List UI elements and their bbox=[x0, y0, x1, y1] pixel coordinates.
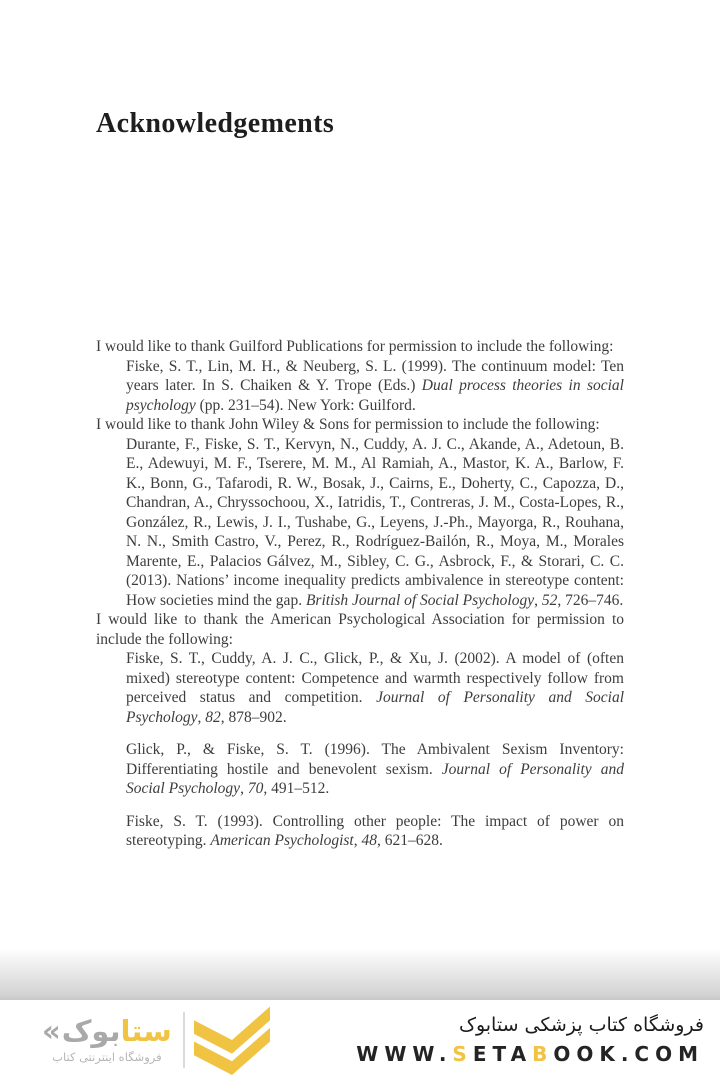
url-part: OOK.COM bbox=[553, 1042, 704, 1066]
setabook-logo bbox=[42, 1005, 270, 1075]
ref-text: , 726–746. bbox=[557, 591, 624, 609]
footer-store-info bbox=[356, 1014, 708, 1066]
ref-italic-volume: 70 bbox=[247, 780, 264, 797]
store-name-fa: فروشگاه کتاب پزشکی ستابوک bbox=[458, 1014, 704, 1036]
ref-text: , 491–512. bbox=[263, 780, 330, 797]
ref-text: , bbox=[197, 708, 206, 726]
url-part-gold-s: S bbox=[452, 1042, 473, 1066]
ref-text: Fiske, S. T., Cuddy, A. J. C., Glick, P., & Xu, J. (2002). A model of (often mixed) stereotype content: Competence and warmth respectively follow from perceived status and competition. bbox=[126, 650, 624, 706]
ref-text: Fiske, S. T., Lin, M. H., & Neuberg, S. L. (1999). The continuum model: Ten years later. In S. Chaiken & Y. Trope (Eds.) bbox=[126, 357, 624, 394]
wordmark-gold-part: ستا bbox=[120, 1013, 172, 1048]
logo-wordmark bbox=[42, 1013, 172, 1048]
ref-text: , 621–628. bbox=[376, 832, 443, 849]
logo-tagline: فروشگاه اینترنتی کتاب bbox=[52, 1050, 162, 1065]
ref-text: , bbox=[534, 591, 542, 609]
ref-italic-journal: American Psychologist bbox=[210, 832, 354, 849]
ref-italic-journal: Journal of Personality and Social Psychology bbox=[126, 689, 625, 726]
ref-text: , 878–902. bbox=[220, 708, 287, 726]
website-url bbox=[356, 1042, 704, 1066]
ref-italic-title: Dual process theories in social psychology bbox=[126, 377, 624, 414]
guillemet-icon: « bbox=[42, 1013, 61, 1048]
footer-banner bbox=[0, 1000, 720, 1080]
ref-italic-volume: 52 bbox=[541, 591, 558, 609]
ref-italic-volume: 48 bbox=[361, 832, 377, 849]
ref-text: , bbox=[240, 780, 248, 797]
page-title: Acknowledgements bbox=[96, 108, 335, 139]
ref-text: Glick, P., & Fiske, S. T. (1996). The Ambivalent Sexism Inventory: Differentiating hostile and benevolent sexism. bbox=[126, 741, 624, 778]
ref-text: Durante, F., Fiske, S. T., Kervyn, N., Cuddy, A. J. C., Akande, A., Adetoun, B. E., Adewuyi, M. F., Tserere, M. M., Al Ramiah, A., Mastor, K. A., Barlow, F. K., Bonn, G., Tafarodi, R. W., Bosak, J., Cairns, E., Doherty, C., Capozza, D., Chandran, A., Chryssochoou, X., Iatridis, T., Contreras, J. M., Costa-Lopes, R., González, R., Lewis, J. I., Tushabe, G., Leyens, J.-Ph., Mayorga, R., Rouhana, N. N., Smith Castro, V., Perez, R., Rodríguez-Bailón, R., Moya, M., Morales Marente, E., Palacios Gálvez, M., Sibley, C. G., Asbrock, F., & Storari, C. C. (2013). Nations’ income inequality predicts ambivalence in stereotype content: How societies mind the gap. bbox=[126, 435, 624, 609]
paragraph-wiley: I would like to thank John Wiley & Sons for permission to include the following: bbox=[96, 416, 600, 433]
paragraph-guilford: I would like to thank Guilford Publications for permission to include the following: bbox=[96, 338, 614, 355]
url-part-gold-b: B bbox=[532, 1042, 554, 1066]
ref-text: Fiske, S. T. (1993). Controlling other people: The impact of power on stereotyping. bbox=[126, 812, 624, 849]
page-body bbox=[96, 337, 624, 851]
reference-fiske-1993 bbox=[96, 812, 624, 851]
logo-divider bbox=[183, 1012, 185, 1068]
ref-italic-volume: 82 bbox=[205, 708, 221, 726]
wordmark-gray-part: بوک bbox=[61, 1013, 121, 1048]
reference-fiske-2002 bbox=[96, 649, 624, 727]
chevron-emblem-icon bbox=[194, 1005, 270, 1075]
ref-text: , bbox=[353, 832, 362, 849]
reference-durante-2013 bbox=[96, 435, 624, 611]
logo-wordmark-block bbox=[42, 1013, 172, 1065]
paragraph-apa: I would like to thank the American Psychological Association for permission to include the following: bbox=[96, 611, 624, 648]
page-bottom-shadow bbox=[0, 948, 720, 1000]
url-part: ETA bbox=[472, 1042, 533, 1066]
ref-text: (pp. 231–54). New York: Guilford. bbox=[195, 396, 416, 414]
reference-glick-1996 bbox=[96, 740, 624, 799]
ref-italic-journal: British Journal of Social Psychology bbox=[305, 591, 535, 609]
url-part: WWW. bbox=[356, 1042, 453, 1066]
ref-italic-journal: Journal of Personality and Social Psychology bbox=[126, 760, 624, 797]
reference-fiske-1999 bbox=[96, 357, 624, 416]
